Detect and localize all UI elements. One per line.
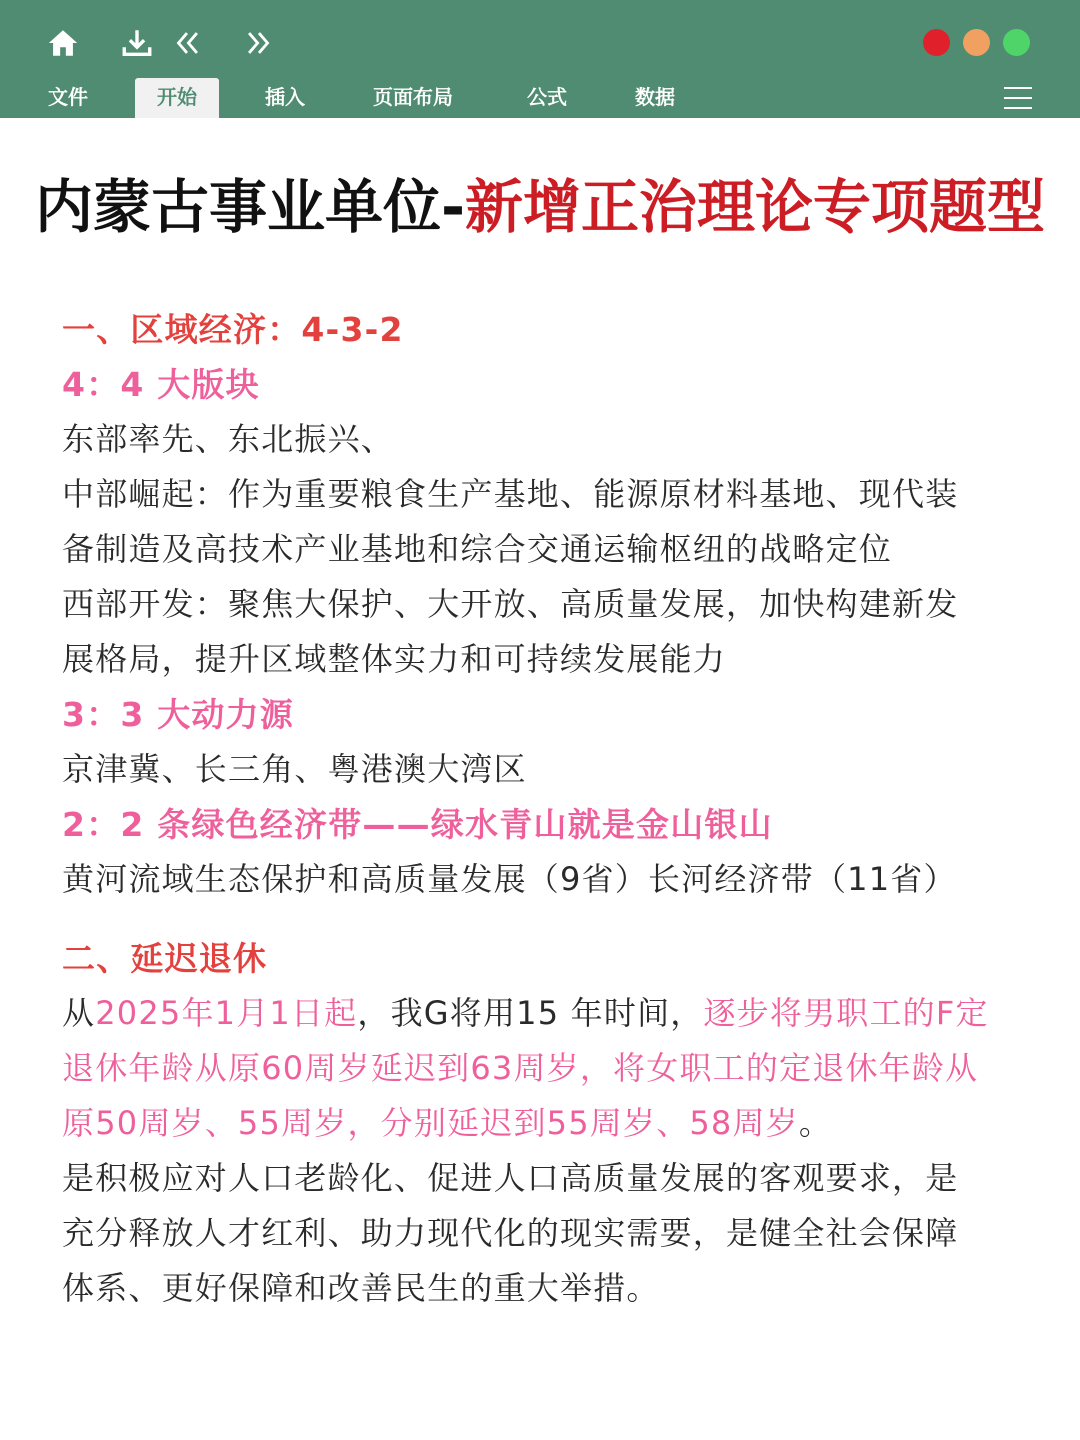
tab-formula[interactable]: 公式: [527, 85, 567, 109]
highlight-run: 原50周岁、55周岁，分别延迟到55周岁、58周岁: [62, 1104, 799, 1142]
text-line: 备制造及高技术产业基地和综合交通运输枢纽的战略定位: [62, 530, 893, 568]
text-line: 充分释放人才红利、助力现代化的现实需要，是健全社会保障: [62, 1214, 959, 1252]
text-line: 东部率先、东北振兴、: [62, 420, 395, 458]
text-line: 展格局，提升区域整体实力和可持续发展能力: [62, 640, 727, 678]
tab-home[interactable]: 开始: [135, 78, 219, 118]
text-line: 京津冀、长三角、粤港澳大湾区: [62, 750, 527, 788]
text-run: 。: [798, 1104, 833, 1142]
tab-page-layout[interactable]: 页面布局: [373, 85, 453, 109]
text-line: 西部开发：聚焦大保护、大开放、高质量发展，加快构建新发: [62, 585, 959, 623]
page-title: [0, 160, 1080, 244]
subheading: 4：4 大版块: [62, 365, 260, 404]
title-part-topic: 新增正治理论专项题型: [465, 173, 1046, 241]
maximize-window-dot[interactable]: [1003, 29, 1030, 56]
minimize-window-dot[interactable]: [963, 29, 990, 56]
text-line: 黄河流域生态保护和高质量发展（9省）长河经济带（11省）: [62, 860, 957, 898]
text-run: 从: [62, 994, 96, 1032]
home-icon[interactable]: [40, 20, 86, 66]
rewind-icon[interactable]: [164, 20, 210, 66]
tab-file[interactable]: 文件: [48, 85, 88, 109]
subheading: 3：3 大动力源: [62, 695, 295, 734]
forward-icon[interactable]: [236, 20, 282, 66]
text-line: 是积极应对人口老龄化、促进人口高质量发展的客观要求，是: [62, 1159, 959, 1197]
section-regional-economy: [62, 302, 1027, 907]
tab-data[interactable]: 数据: [635, 85, 675, 109]
section-heading: 一、区域经济：4-3-2: [62, 310, 404, 349]
text-line: [62, 986, 1027, 1041]
section-heading: 二、延迟退休: [62, 939, 268, 978]
highlight-run: 逐步将男职工的F定: [703, 994, 989, 1032]
text-line: 体系、更好保障和改善民生的重大举措。: [62, 1269, 660, 1307]
close-window-dot[interactable]: [923, 29, 950, 56]
ribbon-tabs: [0, 78, 1080, 118]
toolbar-ribbon: [0, 0, 1080, 118]
highlight-run: 2025年1月1日起: [95, 994, 358, 1032]
download-icon[interactable]: [114, 20, 160, 66]
text-run: ，我G将用15 年时间，: [357, 994, 704, 1032]
text-line: [62, 1096, 1027, 1151]
menu-icon[interactable]: [1004, 85, 1032, 111]
text-line: 中部崛起：作为重要粮食生产基地、能源原材料基地、现代装: [62, 475, 959, 513]
section-delayed-retirement: [62, 931, 1027, 1316]
title-part-region: 内蒙古事业单位-: [34, 173, 466, 241]
tab-insert[interactable]: 插入: [265, 85, 305, 109]
subheading: 2：2 条绿色经济带——绿水青山就是金山银山: [62, 805, 773, 844]
highlight-line: 退休年龄从原60周岁延迟到63周岁，将女职工的定退休年龄从: [62, 1049, 979, 1087]
